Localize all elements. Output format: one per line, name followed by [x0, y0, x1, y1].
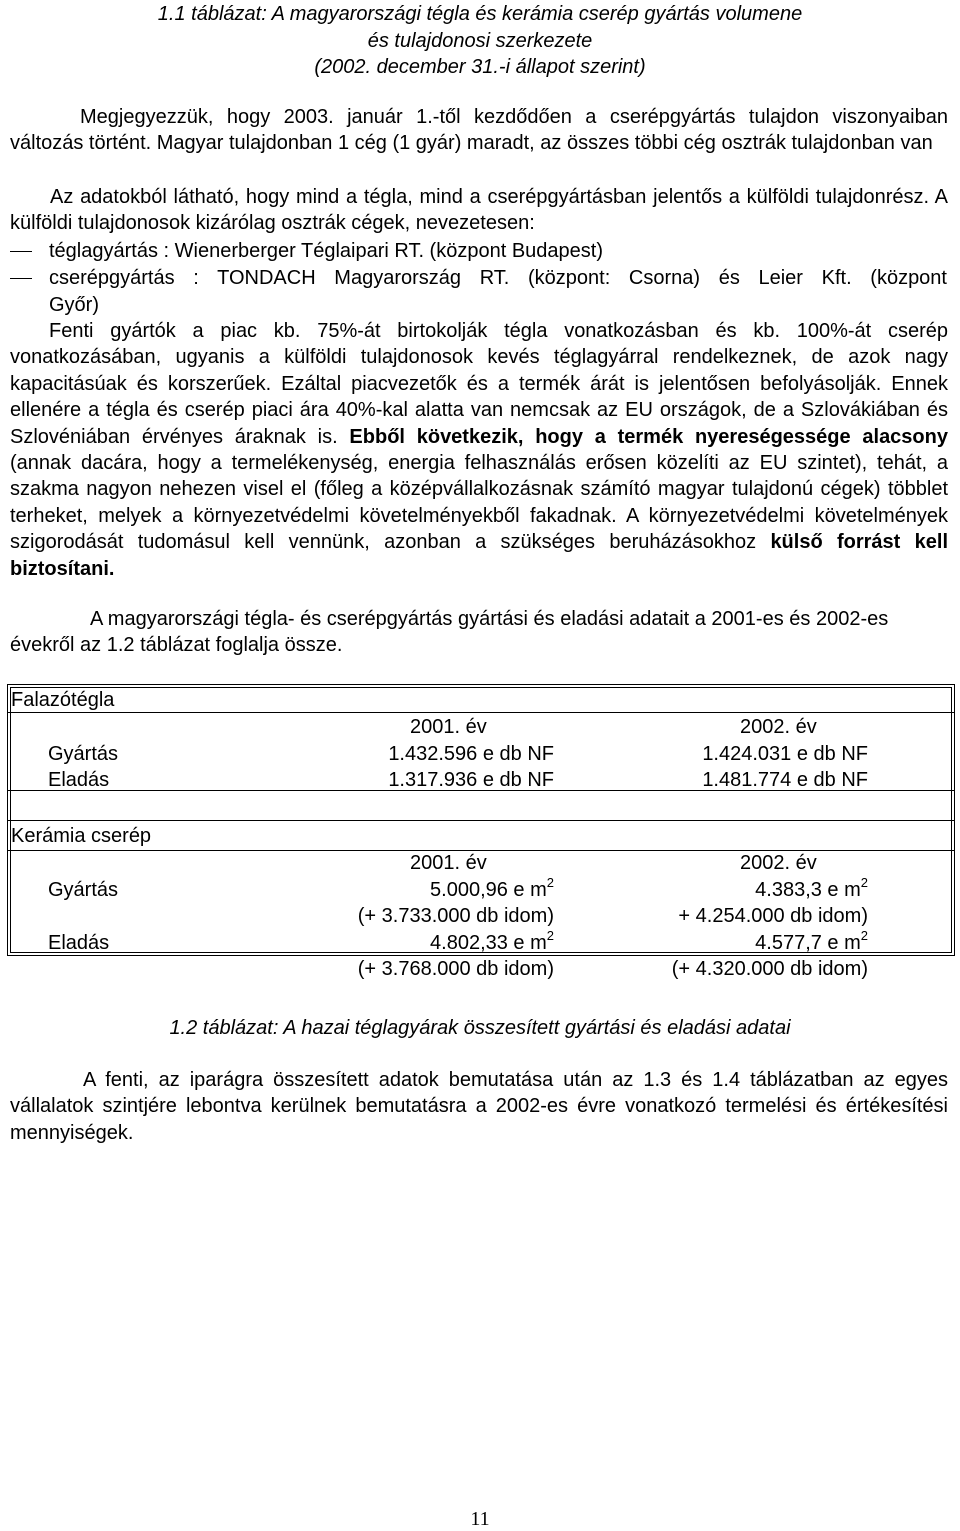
- col-header-2001-tile: 2001. év: [410, 852, 487, 874]
- paragraph-next-tables: A fenti, az iparágra összesített adatok bemutatása után az 1.3 és 1.4 táblázatban az egyes vállalatok szintjére lebontva kerülnek bemutatásra a 2002-es évre vonatkozó termelési és értékesítési mennyiségek.: [10, 1069, 948, 1144]
- bullet-brick-maker: téglagyártás : Wienerberger Téglaipari RT. (központ Budapest): [49, 240, 603, 262]
- dash-bullet-2: [10, 278, 32, 279]
- caption-line-2: és tulajdonosi szerkezete: [367, 30, 593, 52]
- paragraph-table-intro: A magyarországi tégla- és cserépgyártás gyártási és eladási adatait a 2001-es és 2002-es évekről az 1.2 táblázat foglalja össze.: [10, 608, 889, 657]
- cell-tile-sales-2001: 4.802,33 e $m^2$: [430, 928, 554, 954]
- production-sales-table: [7, 684, 955, 980]
- bold-conclusion: Ebből következik, hogy a termék nyereségessége alacsony: [349, 425, 948, 448]
- section-title-brick: Falazótégla: [11, 689, 115, 711]
- row-label-production: Gyártás: [48, 743, 119, 765]
- page-number: 11: [470, 1508, 490, 1530]
- row-label-sales-tile: Eladás: [48, 932, 110, 954]
- paragraph-foreign-owners: Az adatokból látható, hogy mind a tégla, mind a cserépgyártásban jelentős a külföldi tulajdonrész. A külföldi tulajdonosok kizárólag osztrák cégek, nevezetesen:: [10, 186, 948, 235]
- cell-tile-sales-2002-idom: (+ 4.320.000 db idom): [671, 958, 868, 980]
- col-header-2001: 2001. év: [410, 716, 487, 738]
- caption-line-1: 1.1 táblázat: A magyarországi tégla és kerámia cserép gyártás volumene: [157, 3, 803, 25]
- paragraph-market-analysis: Fenti gyártók a piac kb. 75%-át birtokolják tégla vonatkozásban és kb. 100%-át cserép vonatkozásában, ugyanis a külföldi tulajdonosok kevés téglagyárral rendelkeznek, de azok nagy kapacitásúak és korszerűek. Ezáltal piacvezetők és a termék árát is jelentősen befolyásolják. Ennek ellenére a tégla és cserép piaci ára 40%-kal alatta van nemcsak az EU országok, de a Szlovákiában és Szlovéniában érvényes áraknak is. Ebből következik, hogy a termék nyereségessége alacsony (annak dacára, hogy a termelékenység, energia felhasználás erősen közelíti az EU szintet), tehát, a szakma nagyon nehezen visel el (főleg a középvállalkozásnak számító magyar tulajdonú cégek) többlet terheket, melyek a környezetvédelmi követelményekből fakadnak. A környezetvédelmi követelmények szigorodását tudomásul kell vennünk, azonban a szükséges beruházásokhoz külső forrást kell biztosítani.: [10, 320, 948, 580]
- bold-external-funding: külső forrást kell biztosítani.: [10, 531, 948, 580]
- section-title-tile: Kerámia cserép: [11, 825, 152, 847]
- cell-brick-sales-2001: 1.317.936 e db NF: [388, 769, 554, 791]
- col-header-2002-tile: 2002. év: [740, 852, 817, 874]
- cell-tile-production-2001-idom: (+ 3.733.000 db idom): [357, 905, 554, 927]
- row-label-sales: Eladás: [48, 769, 110, 791]
- cell-tile-production-2002-idom: + 4.254.000 db idom): [678, 905, 868, 927]
- cell-brick-sales-2002: 1.481.774 e db NF: [702, 769, 868, 791]
- cell-tile-production-2002: 4.383,3 e $m^2$: [755, 875, 868, 901]
- cell-tile-sales-2002: 4.577,7 e $m^2$: [755, 928, 868, 954]
- table-caption: 1.2 táblázat: A hazai téglagyárak összesített gyártási és eladási adatai: [169, 1017, 791, 1039]
- cell-tile-production-2001: 5.000,96 e $m^2$: [430, 875, 554, 901]
- paragraph-ownership-change: Megjegyezzük, hogy 2003. január 1.-től kezdődően a cserépgyártás tulajdon viszonyaiban változás történt. Magyar tulajdonban 1 cég (1 gyár) maradt, az összes többi cég osztrák tulajdonban van: [10, 106, 948, 155]
- bullet-tile-maker: cserépgyártás : TONDACH Magyarország RT. (központ: Csorna) és Leier Kft. (központ: [49, 267, 947, 289]
- cell-tile-sales-2001-idom: (+ 3.768.000 db idom): [357, 958, 554, 980]
- caption-line-3: (2002. december 31.-i állapot szerint): [314, 56, 646, 78]
- dash-bullet-1: [10, 251, 32, 252]
- col-header-2002: 2002. év: [740, 716, 817, 738]
- row-label-production-tile: Gyártás: [48, 879, 119, 901]
- bullet-tile-maker-cont: Győr): [49, 294, 99, 316]
- cell-brick-production-2002: 1.424.031 e db NF: [702, 743, 868, 765]
- cell-brick-production-2001: 1.432.596 e db NF: [388, 743, 554, 765]
